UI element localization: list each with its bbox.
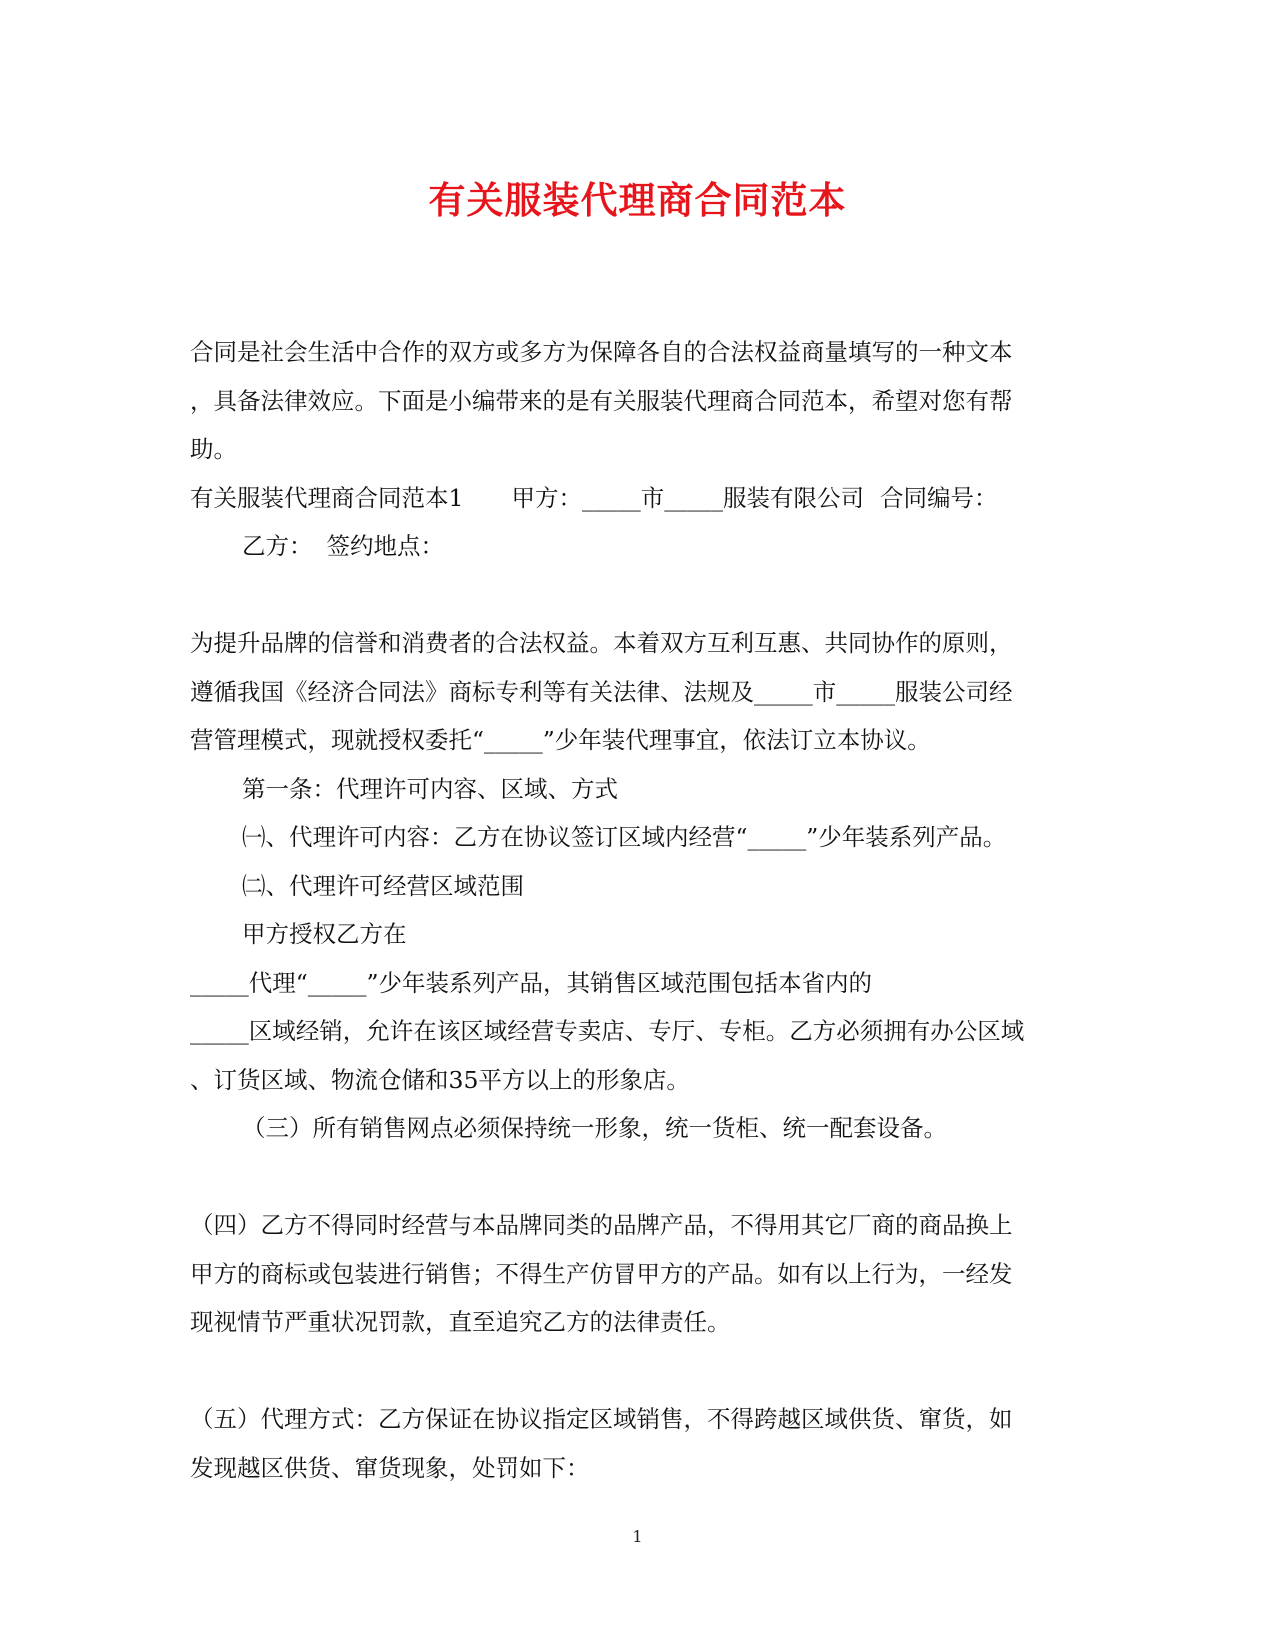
article-1-item-2: ㈡、代理许可经营区域范围 xyxy=(242,871,524,900)
article-1-item-4-line: （四）乙方不得同时经营与本品牌同类的品牌产品，不得用其它厂商的商品换上 xyxy=(190,1211,1013,1239)
article-1-item-4-line: 现视情节严重状况罚款，直至追究乙方的法律责任。 xyxy=(190,1308,731,1336)
region-line: _____区域经销，允许在该区域经营专卖店、专厅、专柜。乙方必须拥有办公区域 xyxy=(190,1017,1025,1045)
article-1-item-5-line: 发现越区供货、窜货现象，处罚如下： xyxy=(190,1453,590,1482)
region-line: 、订货区域、物流仓储和35平方以上的形象店。 xyxy=(190,1065,690,1094)
sample-title: 有关服装代理商合同范本1 xyxy=(190,483,464,512)
sign-place-field: 签约地点： xyxy=(326,532,444,560)
intro-line: 合同是社会生活中合作的双方或多方为保障各自的合法权益商量填写的一种文本 xyxy=(190,338,1013,366)
article-1-item-5-line: （五）代理方式：乙方保证在协议指定区域销售，不得跨越区域供货、窜货，如 xyxy=(190,1405,1013,1433)
header-line xyxy=(190,474,1085,523)
page-number: 1 xyxy=(632,1527,643,1546)
preamble-line: 营管理模式，现就授权委托“_____”少年装代理事宜，依法订立本协议。 xyxy=(190,726,931,754)
preamble-line: 遵循我国《经济合同法》商标专利等有关法律、法规及_____市_____服装公司经 xyxy=(190,677,1013,706)
document-body xyxy=(190,328,1085,1492)
intro-line: ，具备法律效应。下面是小编带来的是有关服装代理商合同范本，希望对您有帮 xyxy=(190,386,1013,415)
party-a-field: 甲方：_____市_____服装有限公司 xyxy=(511,483,864,512)
article-1-item-1: ㈠、代理许可内容：乙方在协议签订区域内经营“_____”少年装系列产品。 xyxy=(242,823,1007,851)
article-1-heading: 第一条：代理许可内容、区域、方式 xyxy=(242,774,618,803)
contract-number-field: 合同编号： xyxy=(879,483,998,512)
region-line: _____代理“_____”少年装系列产品，其销售区域范围包括本省内的 xyxy=(190,968,873,997)
party-b-line xyxy=(190,522,1085,571)
document-title: 有关服装代理商合同范本 xyxy=(428,178,847,222)
article-1-item-3: （三）所有销售网点必须保持统一形象，统一货柜、统一配套设备。 xyxy=(242,1114,947,1142)
article-1-item-4-line: 甲方的商标或包装进行销售；不得生产仿冒甲方的产品。如有以上行为，一经发 xyxy=(190,1259,1013,1288)
party-b-field: 乙方： xyxy=(242,532,313,560)
intro-line: 助。 xyxy=(190,435,237,463)
preamble-line: 为提升品牌的信誉和消费者的合法权益。本着双方互利互惠、共同协作的原则， xyxy=(190,629,1013,657)
article-1-authorize: 甲方授权乙方在 xyxy=(242,920,407,948)
